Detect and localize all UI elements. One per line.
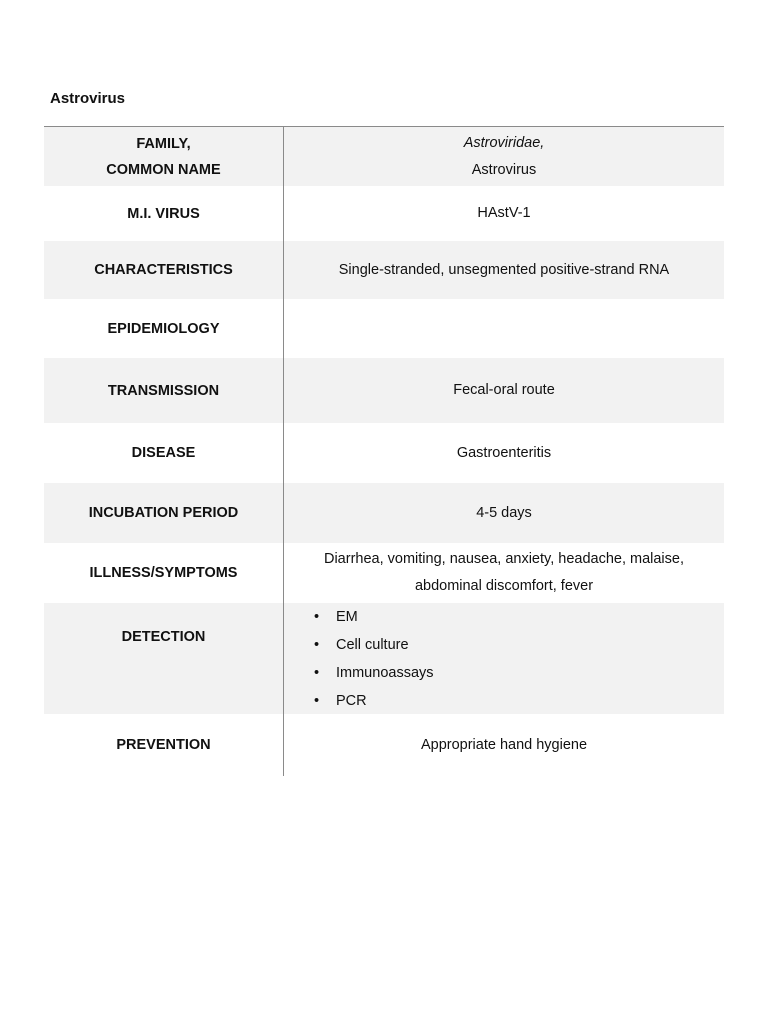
table-row-prevention xyxy=(44,714,724,776)
detection-item xyxy=(314,687,434,715)
row-value-symptoms xyxy=(284,543,724,603)
detection-list xyxy=(314,603,434,715)
bullet-icon: • xyxy=(314,665,320,681)
table-row-transmission xyxy=(44,358,724,423)
detection-item-label: Cell culture xyxy=(336,637,409,653)
row-label-transmission: TRANSMISSION xyxy=(44,358,284,423)
row-value-mi-virus: HAstV-1 xyxy=(477,205,531,221)
detection-item xyxy=(314,631,434,659)
row-label-symptoms: ILLNESS/SYMPTOMS xyxy=(44,543,284,603)
bullet-icon: • xyxy=(314,693,320,709)
row-value-epidemiology xyxy=(284,299,724,358)
row-value-prevention: Appropriate hand hygiene xyxy=(420,736,588,753)
row-label-characteristics: CHARACTERISTICS xyxy=(44,241,284,299)
table-row-mi-virus xyxy=(44,186,724,241)
document-title: Astrovirus xyxy=(50,90,126,107)
value-family-name: Astroviridae, xyxy=(463,134,545,151)
table-row-epidemiology xyxy=(44,299,724,358)
row-value-incubation: 4-5 days xyxy=(476,504,532,521)
row-label-disease: DISEASE xyxy=(44,423,284,483)
bullet-icon: • xyxy=(314,609,320,625)
detection-item-label: Immunoassays xyxy=(336,665,434,681)
row-label-family xyxy=(44,127,284,186)
virus-info-table xyxy=(44,126,724,776)
row-label-detection: DETECTION xyxy=(44,603,284,714)
row-value-detection xyxy=(284,603,724,714)
table-row-detection xyxy=(44,603,724,714)
row-label-prevention: PREVENTION xyxy=(44,714,284,776)
table-row-incubation xyxy=(44,483,724,543)
row-label-incubation: INCUBATION PERIOD xyxy=(44,483,284,543)
table-row-family xyxy=(44,127,724,186)
label-family-line1: FAMILY, xyxy=(136,135,191,152)
value-common-name: Astrovirus xyxy=(471,161,537,178)
detection-item xyxy=(314,659,434,687)
table-row-symptoms xyxy=(44,543,724,603)
row-value-characteristics: Single-stranded, unsegmented positive-strand RNA xyxy=(338,261,670,278)
row-value-family xyxy=(284,127,724,186)
detection-item-label: EM xyxy=(336,609,358,625)
table-row-disease xyxy=(44,423,724,483)
value-symptoms-line2: abdominal discomfort, fever xyxy=(414,578,594,594)
row-value-transmission: Fecal-oral route xyxy=(453,382,555,398)
bullet-icon: • xyxy=(314,637,320,653)
detection-item-label: PCR xyxy=(336,693,367,709)
table-row-characteristics xyxy=(44,241,724,299)
detection-item xyxy=(314,603,434,631)
row-value-disease: Gastroenteritis xyxy=(456,444,552,461)
row-label-mi-virus: M.I. VIRUS xyxy=(44,186,284,241)
value-symptoms-line1: Diarrhea, vomiting, nausea, anxiety, headache, malaise, xyxy=(323,551,684,567)
label-family-line2: COMMON NAME xyxy=(106,161,221,178)
row-label-epidemiology: EPIDEMIOLOGY xyxy=(44,299,284,358)
